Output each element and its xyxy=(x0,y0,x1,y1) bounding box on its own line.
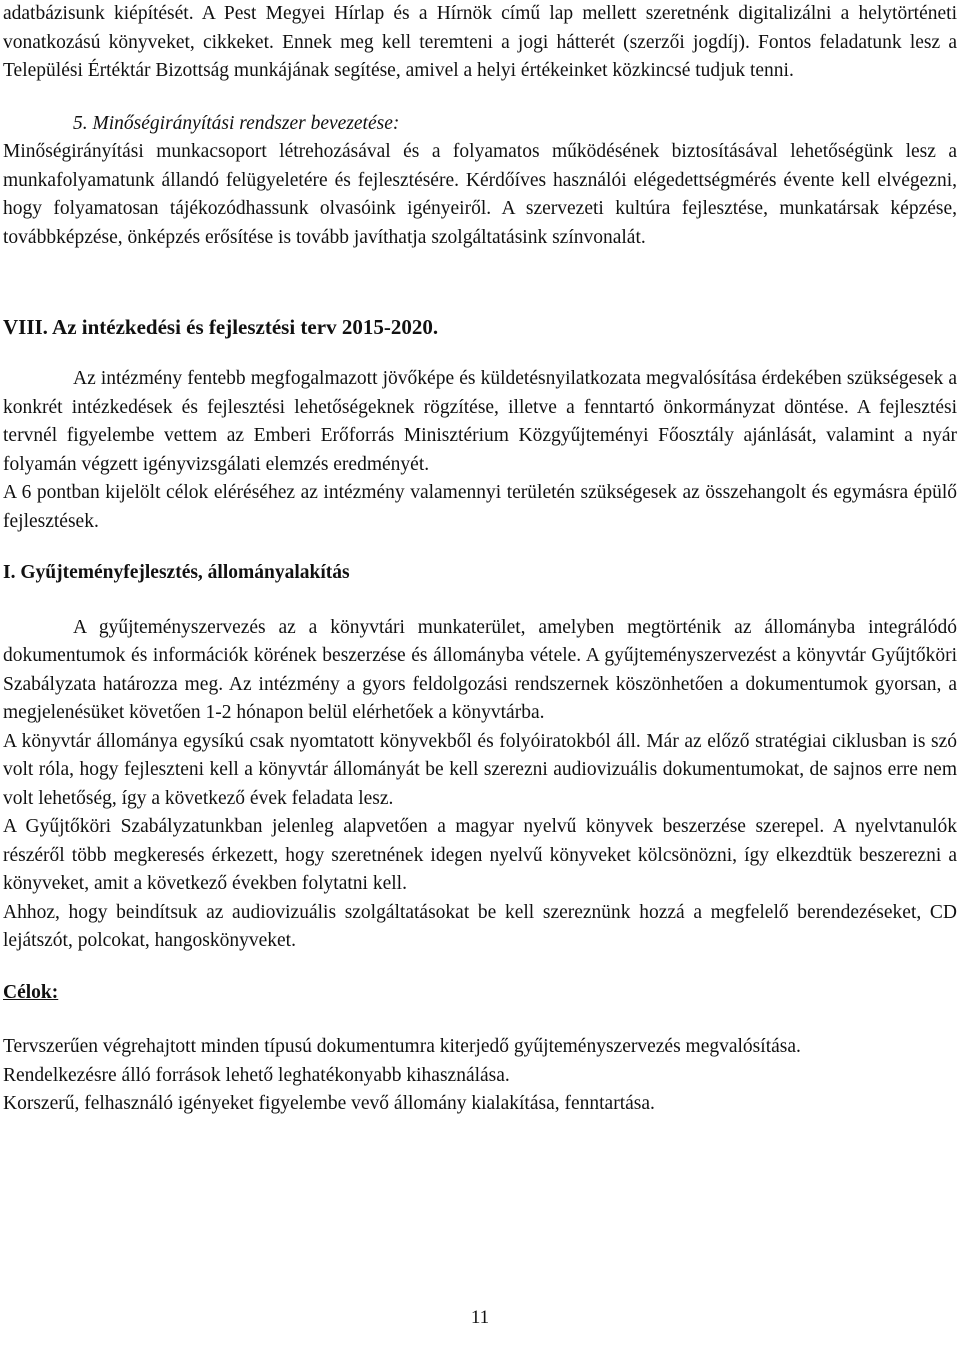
goal-item-2: Rendelkezésre álló források lehető leghatékonyabb kihasználása. xyxy=(3,1064,510,1086)
chapter-viii-paragraph-1: Az intézmény fentebb megfogalmazott jövőképe és küldetésnyilatkozata megvalósítása érdekében szükségesek a konkrét intézkedések és fejlesztési lehetőségeknek rögzítése, illetve a fenntartó önkormányzat döntése. A fejlesztési tervnél figyelembe vettem az Emberi Erőforrás Minisztérium Közgyűjteményi Főosztály ajánlását, valamint a nyár folyamán végzett igényvizsgálati elemzés eredményét. xyxy=(3,368,957,475)
goal-item-1: Tervszerűen végrehajtott minden típusú dokumentumra kiterjedő gyűjteményszervezés megvalósítása. xyxy=(3,1036,801,1057)
page-number: 11 xyxy=(470,1307,490,1328)
section-i-paragraph-2: A könyvtár állománya egysíkú csak nyomtatott könyvekből és folyóiratokból áll. Már az előző stratégiai ciklusban is szó volt róla, hogy fejleszteni kell a könyvtár állományát be kell szerezni audiovizuális dokumentumokat, de sajnos erre nem volt lehetőség, így a következő évek feladata lesz. xyxy=(3,730,957,809)
section-5-heading: 5. Minőségirányítási rendszer bevezetése: xyxy=(73,112,400,134)
section-i-heading: I. Gyűjteményfejlesztés, állományalakítás xyxy=(3,562,350,583)
section-5-body: Minőségirányítási munkacsoport létrehozásával és a folyamatos működésének biztosításával lehetőségünk lesz a munkafolyamatunk állandó felügyeletére és fejlesztésére. Kérdőíves használói elégedettségmérés évente kell elvégezni, hogy folyamatosan tájékozódhassunk olvasóink igényeiről. A szervezeti kultúra fejlesztése, munkatársak képzése, továbbképzése, önképzés erősítése is tovább javíthatja szolgáltatásink színvonalát. xyxy=(3,141,957,248)
paragraph-intro: adatbázisunk kiépítését. A Pest Megyei Hírlap és a Hírnök című lap mellett szeretnénk digitalizálni a helytörténeti vonatkozású könyveket, cikkeket. Ennek meg kell teremteni a jogi hátterét (szerzői jogdíj). Fontos feladatunk lesz a Települési Értéktár Bizottság munkájának segítése, amivel a helyi értékeinket közkincsé tudjuk tenni. xyxy=(3,3,957,81)
chapter-viii-paragraph-2: A 6 pontban kijelölt célok eléréséhez az intézmény valamennyi területén szükségesek az összehangolt és egymásra épülő fejlesztések. xyxy=(3,482,957,532)
goals-heading: Célok: xyxy=(3,981,59,1003)
goal-item-3: Korszerű, felhasználó igényeket figyelembe vevő állomány kialakítása, fenntartása. xyxy=(3,1093,655,1114)
document-page xyxy=(3,0,957,1119)
chapter-viii-heading: VIII. Az intézkedési és fejlesztési terv 2015-2020. xyxy=(3,315,439,339)
section-i-paragraph-1: A gyűjteményszervezés az a könyvtári munkaterület, amelyben megtörténik az állományba integrálódó dokumentumok és információk körének beszerzése és állományba vétele. A gyűjteményszervezést a könyvtár Gyűjtőköri Szabályzata határozza meg. Az intézmény a gyors feldolgozási rendszernek köszönhetően a dokumentumok gyorsan, a megjelenésüket követően 1-2 hónapon belül elérhetőek a könyvtárba. xyxy=(3,616,957,723)
section-i-paragraph-3: A Gyűjtőköri Szabályzatunkban jelenleg alapvetően a magyar nyelvű könyvek beszerzése szerepel. A nyelvtanulók részéről több megkeresés érkezett, hogy szeretnének idegen nyelvű könyveket kölcsönözni, így elkezdtük beszerezni a könyveket, amit a következő években folytatni kell. xyxy=(3,816,957,894)
section-i-paragraph-4: Ahhoz, hogy beindítsuk az audiovizuális szolgáltatásokat be kell szereznünk hozzá a megfelelő berendezéseket, CD lejátszót, polcokat, hangoskönyveket. xyxy=(3,901,957,951)
